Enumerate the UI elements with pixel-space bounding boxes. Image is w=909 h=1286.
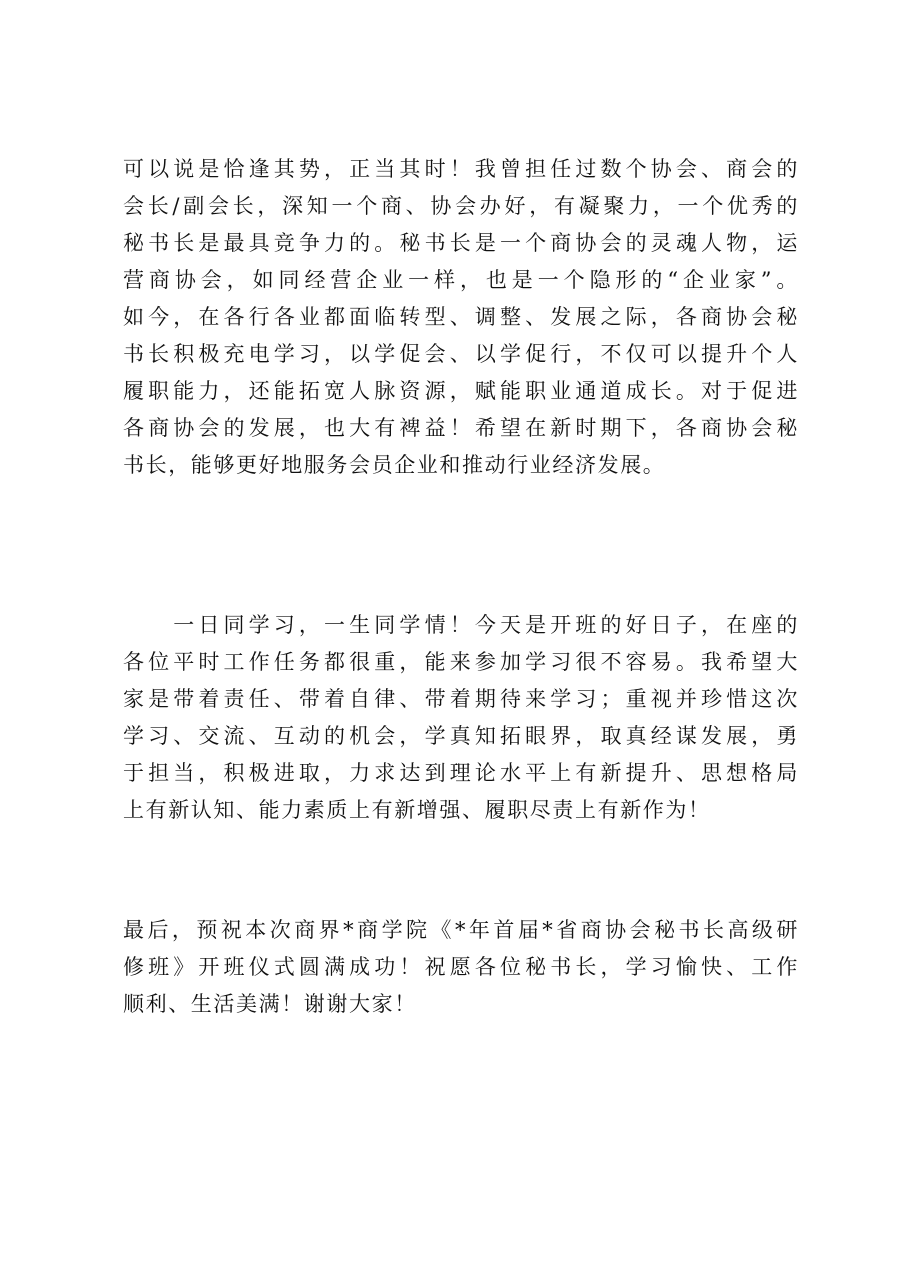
paragraph-line: 履职能力，还能拓宽人脉资源，赋能职业通道成长。对于促进 (123, 379, 799, 403)
paragraph-line: 各位平时工作任务都很重，能来参加学习很不容易。我希望大 (123, 650, 799, 674)
paragraph-line: 上有新认知、能力素质上有新增强、履职尽责上有新作为！ (123, 798, 711, 822)
paragraph-line: 最后，预祝本次商界*商学院《*年首届*省商协会秘书长高级研 (123, 918, 799, 942)
paragraph-line: 书长积极充电学习，以学促会、以学促行，不仅可以提升个人 (123, 342, 799, 366)
paragraph-line: 营商协会，如同经营企业一样，也是一个隐形的“企业家”。 (123, 268, 799, 292)
paragraph-3 (123, 912, 799, 1023)
paragraph-line: 书长，能够更好地服务会员企业和推动行业经济发展。 (123, 453, 666, 477)
paragraph-line: 修班》开班仪式圆满成功！祝愿各位秘书长，学习愉快、工作 (123, 955, 799, 979)
paragraph-line: 顺利、生活美满！谢谢大家！ (123, 992, 417, 1016)
paragraph-2 (123, 607, 799, 829)
paragraph-line: 于担当，积极进取，力求达到理论水平上有新提升、思想格局 (123, 761, 799, 785)
paragraph-line: 可以说是恰逢其势，正当其时！我曾担任过数个协会、商会的 (123, 157, 799, 181)
paragraph-line: 会长/副会长，深知一个商、协会办好，有凝聚力，一个优秀的 (123, 194, 799, 218)
paragraph-line: 如今，在各行各业都面临转型、调整、发展之际，各商协会秘 (123, 305, 799, 329)
paragraph-line: 学习、交流、互动的机会，学真知拓眼界，取真经谋发展，勇 (123, 724, 799, 748)
paragraph-line: 一日同学习，一生同学情！今天是开班的好日子，在座的 (123, 613, 799, 637)
paragraph-1 (123, 151, 799, 484)
paragraph-line: 秘书长是最具竞争力的。秘书长是一个商协会的灵魂人物，运 (123, 231, 799, 255)
paragraph-line: 家是带着责任、带着自律、带着期待来学习；重视并珍惜这次 (123, 687, 799, 711)
paragraph-line: 各商协会的发展，也大有裨益！希望在新时期下，各商协会秘 (123, 416, 799, 440)
